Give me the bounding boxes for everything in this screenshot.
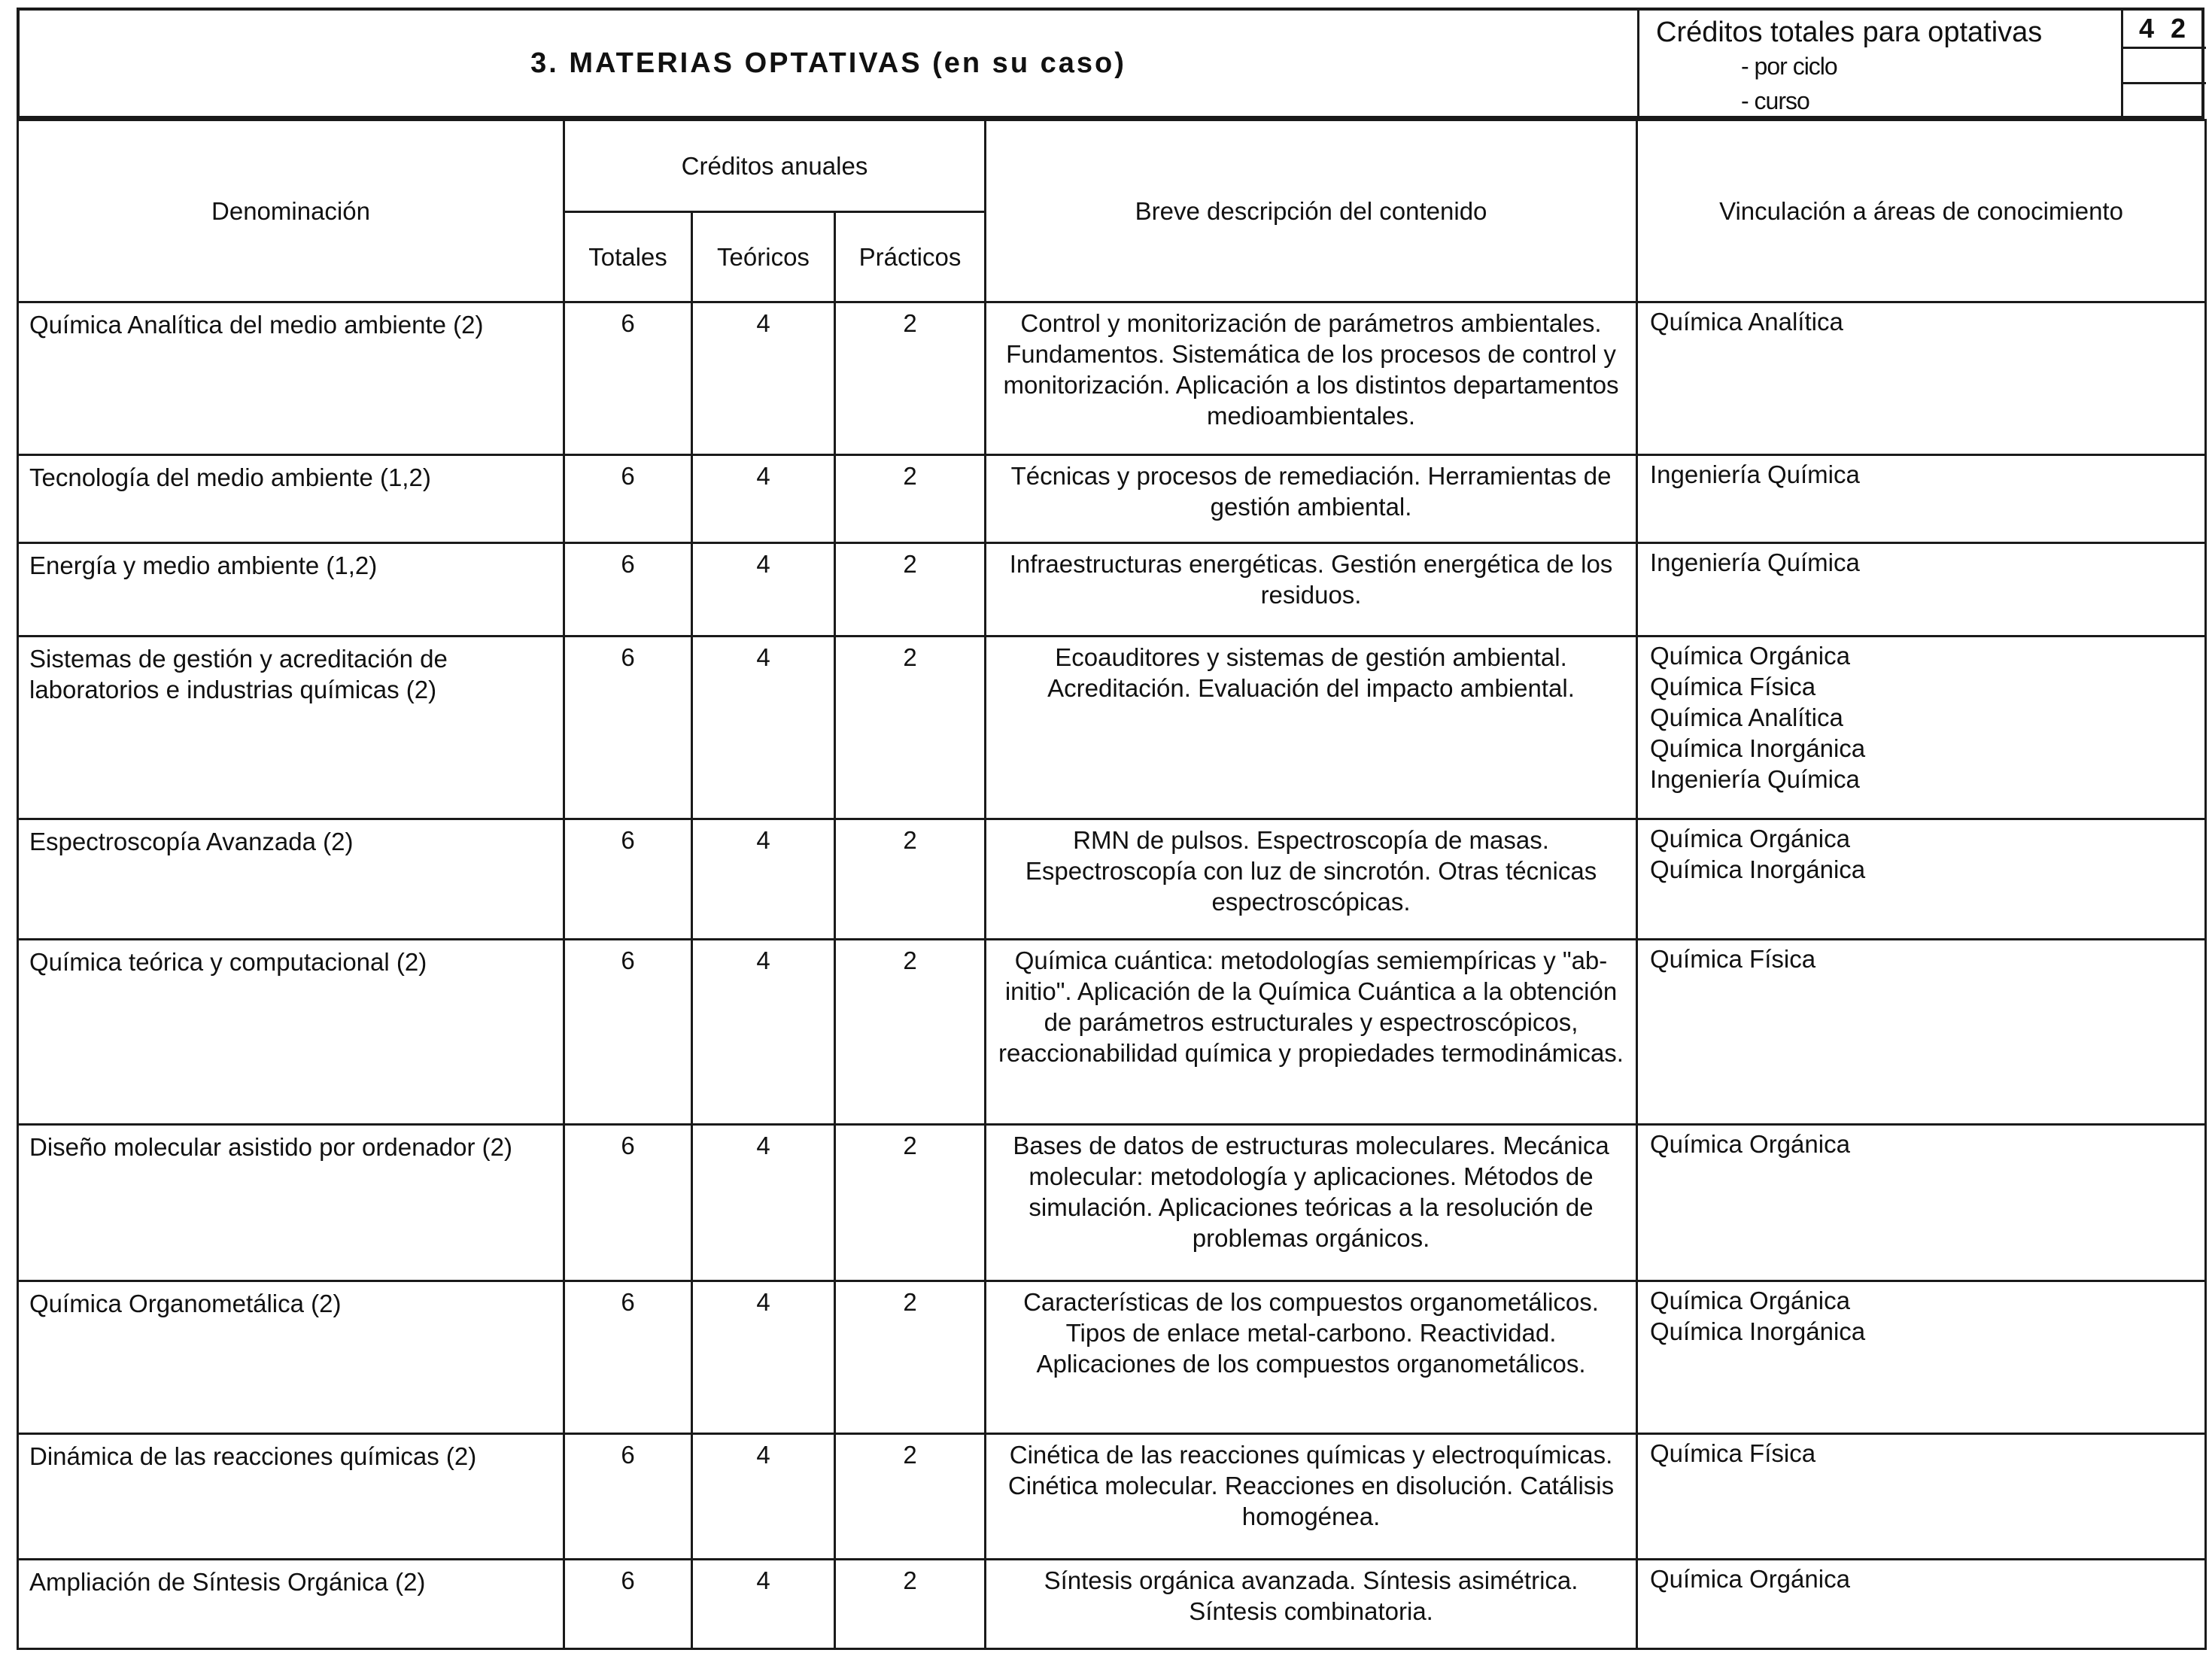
page-title: 3. MATERIAS OPTATIVAS (en su caso) [530,47,1126,79]
credits-theory: 4 [692,819,835,940]
content-description: Control y monitorización de parámetros ambientales. Fundamentos. Sistemática de los procesos de control y monitorización. Aplicación a los distintos departamentos medioambientales. [986,302,1637,455]
col-header-areas: Vinculación a áreas de conocimiento [1637,120,2206,302]
content-description: Infraestructuras energéticas. Gestión energética de los residuos. [986,543,1637,637]
subject-name: Dinámica de las reacciones químicas (2) [18,1434,564,1560]
knowledge-area: Ingeniería Química [1650,765,1860,793]
col-header-total: Totales [564,212,692,302]
subject-name: Ampliación de Síntesis Orgánica (2) [18,1560,564,1649]
table-row [18,1434,2206,1560]
knowledge-areas [1637,455,2206,543]
subject-name: Energía y medio ambiente (1,2) [18,543,564,637]
knowledge-area: Química Analítica [1650,703,1843,731]
knowledge-areas [1637,1434,2206,1560]
table-row [18,302,2206,455]
content-description: Química cuántica: metodologías semiempíricas y "ab-initio". Aplicación de la Química Cuántica a la obtención de parámetros estructurales y espectroscópicos, reaccionabilidad química y propiedades termodinámicas. [986,940,1637,1125]
credits-theory: 4 [692,637,835,819]
optional-subjects-table [17,119,2207,1650]
knowledge-areas [1637,819,2206,940]
table-row [18,637,2206,819]
credits-theory: 4 [692,1281,835,1434]
per-cycle-box [2123,49,2206,84]
credits-theory: 4 [692,302,835,455]
subject-name: Química teórica y computacional (2) [18,940,564,1125]
table-row [18,940,2206,1125]
subject-name: Diseño molecular asistido por ordenador (2) [18,1125,564,1281]
col-header-theory: Teóricos [692,212,835,302]
knowledge-area: Química Analítica [1650,308,1843,336]
content-description: Ecoauditores y sistemas de gestión ambiental. Acreditación. Evaluación del impacto ambiental. [986,637,1637,819]
credits-total: 6 [564,1281,692,1434]
table-row [18,455,2206,543]
col-header-description: Breve descripción del contenido [986,120,1637,302]
credits-theory: 4 [692,455,835,543]
knowledge-areas [1637,302,2206,455]
credits-label: Créditos totales para optativas [1656,17,2043,48]
credits-total-value: 4 2 [2123,11,2206,49]
knowledge-areas [1637,1281,2206,1434]
knowledge-areas [1637,543,2206,637]
credits-practice: 2 [835,1560,986,1649]
header-block [17,8,2204,119]
credits-practice: 2 [835,1125,986,1281]
col-header-name: Denominación [18,120,564,302]
content-description: RMN de pulsos. Espectroscopía de masas. Espectroscopía con luz de sincrotón. Otras técnicas espectroscópicas. [986,819,1637,940]
table-body [18,302,2206,1649]
knowledge-areas [1637,1560,2206,1649]
credits-theory: 4 [692,1434,835,1560]
content-description: Características de los compuestos organometálicos. Tipos de enlace metal-carbono. Reactividad. Aplicaciones de los compuestos organometálicos. [986,1281,1637,1434]
credits-practice: 2 [835,543,986,637]
per-course-label: - curso [1741,87,1809,114]
credits-boxes [2121,11,2206,116]
knowledge-area: Química Orgánica [1650,825,1850,852]
credits-practice: 2 [835,1434,986,1560]
knowledge-area: Ingeniería Química [1650,548,1860,576]
subject-name: Química Analítica del medio ambiente (2) [18,302,564,455]
credits-total: 6 [564,455,692,543]
credits-total: 6 [564,940,692,1125]
content-description: Bases de datos de estructuras moleculares. Mecánica molecular: metodología y aplicaciones. Métodos de simulación. Aplicaciones teóricas a la resolución de problemas orgánicos. [986,1125,1637,1281]
content-description: Síntesis orgánica avanzada. Síntesis asimétrica. Síntesis combinatoria. [986,1560,1637,1649]
knowledge-areas [1637,940,2206,1125]
knowledge-area: Química Orgánica [1650,1130,1850,1158]
credits-total: 6 [564,302,692,455]
knowledge-area: Química Inorgánica [1650,855,1866,883]
knowledge-area: Química Física [1650,673,1816,700]
credits-total: 6 [564,543,692,637]
credits-total: 6 [564,1125,692,1281]
credits-practice: 2 [835,940,986,1125]
knowledge-areas [1637,1125,2206,1281]
credits-practice: 2 [835,1281,986,1434]
credits-theory: 4 [692,1560,835,1649]
credits-panel [1637,11,2204,116]
col-header-annual-credits: Créditos anuales [564,120,986,212]
credits-practice: 2 [835,455,986,543]
subject-name: Espectroscopía Avanzada (2) [18,819,564,940]
knowledge-area: Química Inorgánica [1650,1317,1866,1345]
content-description: Cinética de las reacciones químicas y electroquímicas. Cinética molecular. Reacciones en disolución. Catálisis homogénea. [986,1434,1637,1560]
knowledge-area: Química Física [1650,945,1816,973]
knowledge-area: Química Orgánica [1650,1287,1850,1314]
credits-practice: 2 [835,637,986,819]
table-row [18,819,2206,940]
table-row [18,543,2206,637]
subject-name: Tecnología del medio ambiente (1,2) [18,455,564,543]
table-row [18,1125,2206,1281]
table-row [18,1281,2206,1434]
knowledge-areas [1637,637,2206,819]
content-description: Técnicas y procesos de remediación. Herramientas de gestión ambiental. [986,455,1637,543]
knowledge-area: Química Orgánica [1650,1565,1850,1593]
knowledge-area: Química Inorgánica [1650,734,1866,762]
credits-practice: 2 [835,819,986,940]
knowledge-area: Química Orgánica [1650,642,1850,670]
knowledge-area: Ingeniería Química [1650,460,1860,488]
knowledge-area: Química Física [1650,1439,1816,1467]
credits-total: 6 [564,1434,692,1560]
credits-practice: 2 [835,302,986,455]
per-cycle-label: - por ciclo [1741,53,1837,80]
credits-theory: 4 [692,940,835,1125]
credits-total: 6 [564,1560,692,1649]
subject-name: Sistemas de gestión y acreditación de laboratorios e industrias químicas (2) [18,637,564,819]
subject-name: Química Organometálica (2) [18,1281,564,1434]
credits-total: 6 [564,819,692,940]
col-header-practice: Prácticos [835,212,986,302]
credits-theory: 4 [692,543,835,637]
credits-total: 6 [564,637,692,819]
table-row [18,1560,2206,1649]
credits-theory: 4 [692,1125,835,1281]
